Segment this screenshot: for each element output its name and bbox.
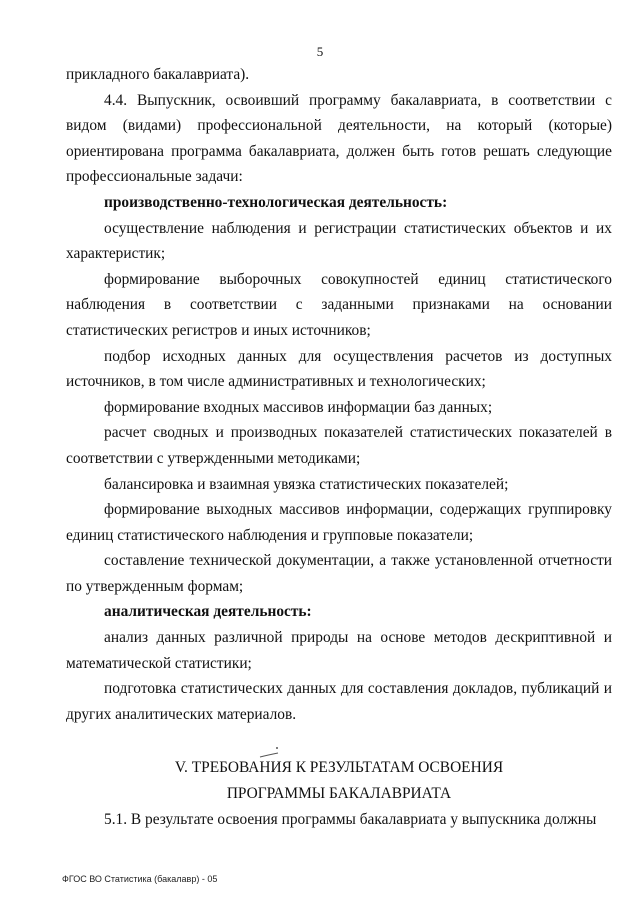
task-item: анализ данных различной природы на основе методов дескриптивной и математической статистики; [66,629,612,672]
footer-text: ФГОС ВО Статистика (бакалавр) - 05 [62,874,218,884]
body-text [66,62,612,832]
task-item: балансировка и взаимная увязка статистических показателей; [104,475,509,493]
section-title-line1: V. ТРЕБОВАНИЯ К РЕЗУЛЬТАТАМ ОСВОЕНИЯ [174,759,504,777]
task-item: подготовка статистических данных для составления докладов, публикаций и других аналитических материалов. [66,680,612,723]
handwritten-mark [258,746,280,760]
paragraph-5-1: 5.1. В результате освоения программы бакалавриата у выпускника должны [104,810,597,828]
heading-production-activity: производственно-технологическая деятельность: [104,193,448,211]
task-item: формирование входных массивов информации баз данных; [104,398,493,416]
task-item: осуществление наблюдения и регистрации статистических объектов и их характеристик; [66,219,612,263]
page-number: 5 [316,44,324,59]
task-item: формирование выборочных совокупностей единиц статистического наблюдения в соответствии с заданными признаками на основании статистических регистров и иных источников; [66,270,612,339]
paragraph-4-4: 4.4. Выпускник, освоивший программу бакалавриата, в соответствии с видом (видами) профессиональной деятельности, на который (которые) ориентирована программа бакалавриата, должен быть готов решать следующие профессиональные задачи: [66,91,612,186]
heading-analytical-activity: аналитическая деятельность: [104,603,312,621]
task-item: подбор исходных данных для осуществления расчетов из доступных источников, в том числе административных и технологических; [66,347,612,391]
paragraph-continuation: прикладного бакалавриата). [66,66,250,83]
section-title-line2: ПРОГРАММЫ БАКАЛАВРИАТА [226,785,452,803]
task-item: расчет сводных и производных показателей статистических показателей в соответствии с утвержденными методиками; [66,424,612,467]
spacer [66,727,612,755]
task-item: формирование выходных массивов информации, содержащих группировку единиц статистического наблюдения и групповые показатели; [66,501,612,544]
task-item: составление технической документации, а также установленной отчетности по утвержденным формам; [66,552,612,595]
